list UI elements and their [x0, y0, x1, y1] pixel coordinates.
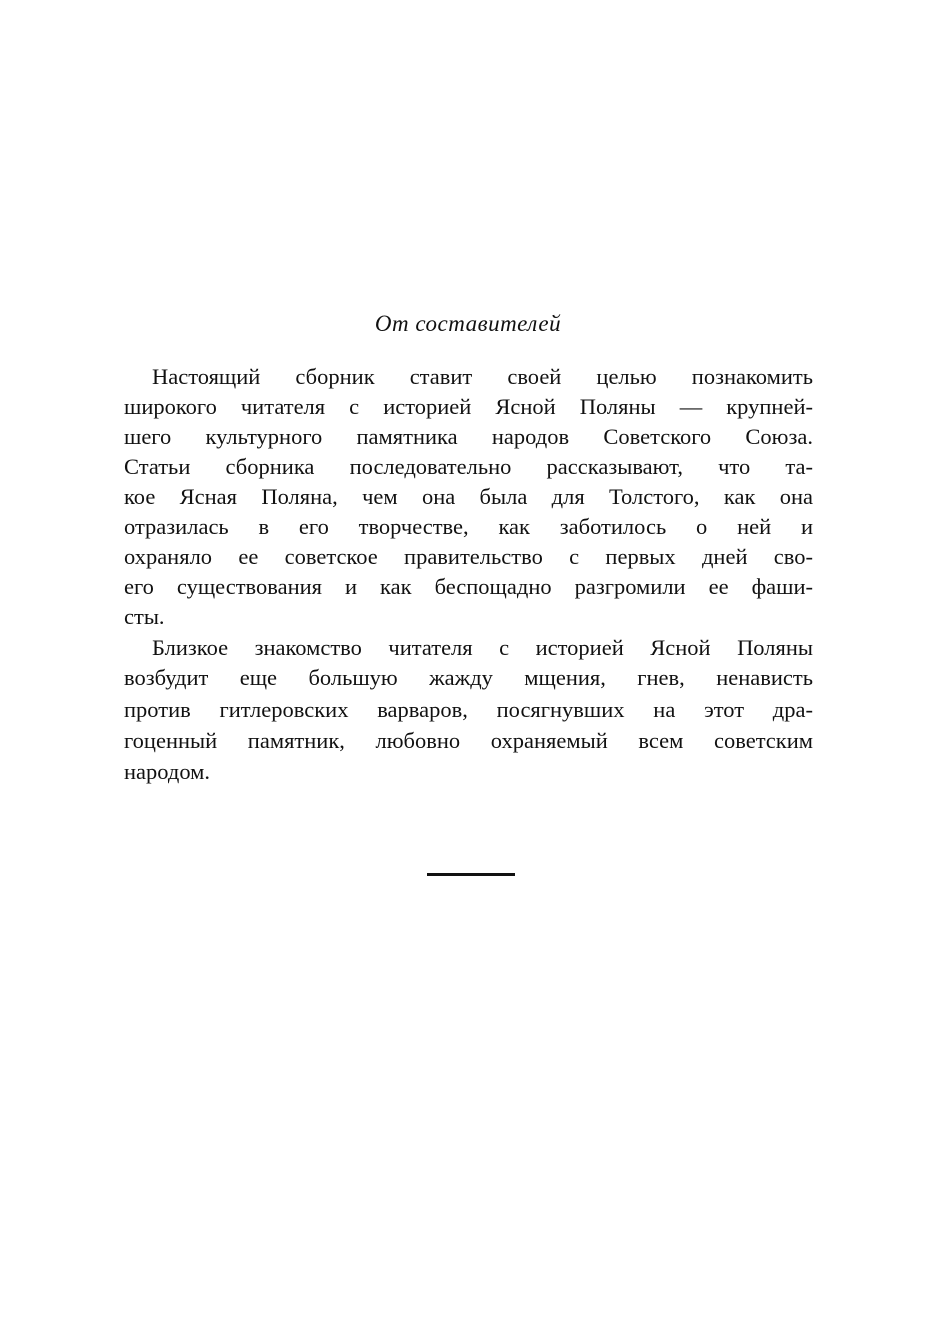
paragraph-2-line: Близкое знакомство читателя с историей Ясной Поляны — [152, 635, 813, 660]
closing-rule — [427, 873, 515, 876]
paragraph-2-line: народом. — [124, 759, 211, 784]
paragraph-1-line: широкого читателя с историей Ясной Поляны — крупней- — [124, 394, 813, 419]
paragraph-1-line: Настоящий сборник ставит своей целью познакомить — [152, 364, 813, 389]
paragraph-1-line: Статьи сборника последовательно рассказывают, что та- — [124, 454, 813, 479]
paragraph-1-line: кое Ясная Поляна, чем она была для Толстого, как она — [124, 484, 813, 509]
section-heading: От составителей — [374, 311, 562, 336]
paragraph-1-line: отразилась в его творчестве, как заботилось о ней и — [124, 514, 813, 539]
paragraph-1-line: его существования и как беспощадно разгромили ее фаши- — [124, 574, 813, 599]
paragraph-2-line: против гитлеровских варваров, посягнувших на этот дра- — [124, 697, 813, 722]
paragraph-2-line: возбудит еще большую жажду мщения, гнев, ненависть — [124, 665, 813, 690]
paragraph-1-line: охраняло ее советское правительство с первых дней сво- — [124, 544, 813, 569]
paragraph-2-line: гоценный памятник, любовно охраняемый всем советским — [124, 728, 813, 753]
paragraph-1-line: шего культурного памятника народов Советского Союза. — [124, 424, 813, 449]
paragraph-1-line: сты. — [124, 604, 165, 629]
